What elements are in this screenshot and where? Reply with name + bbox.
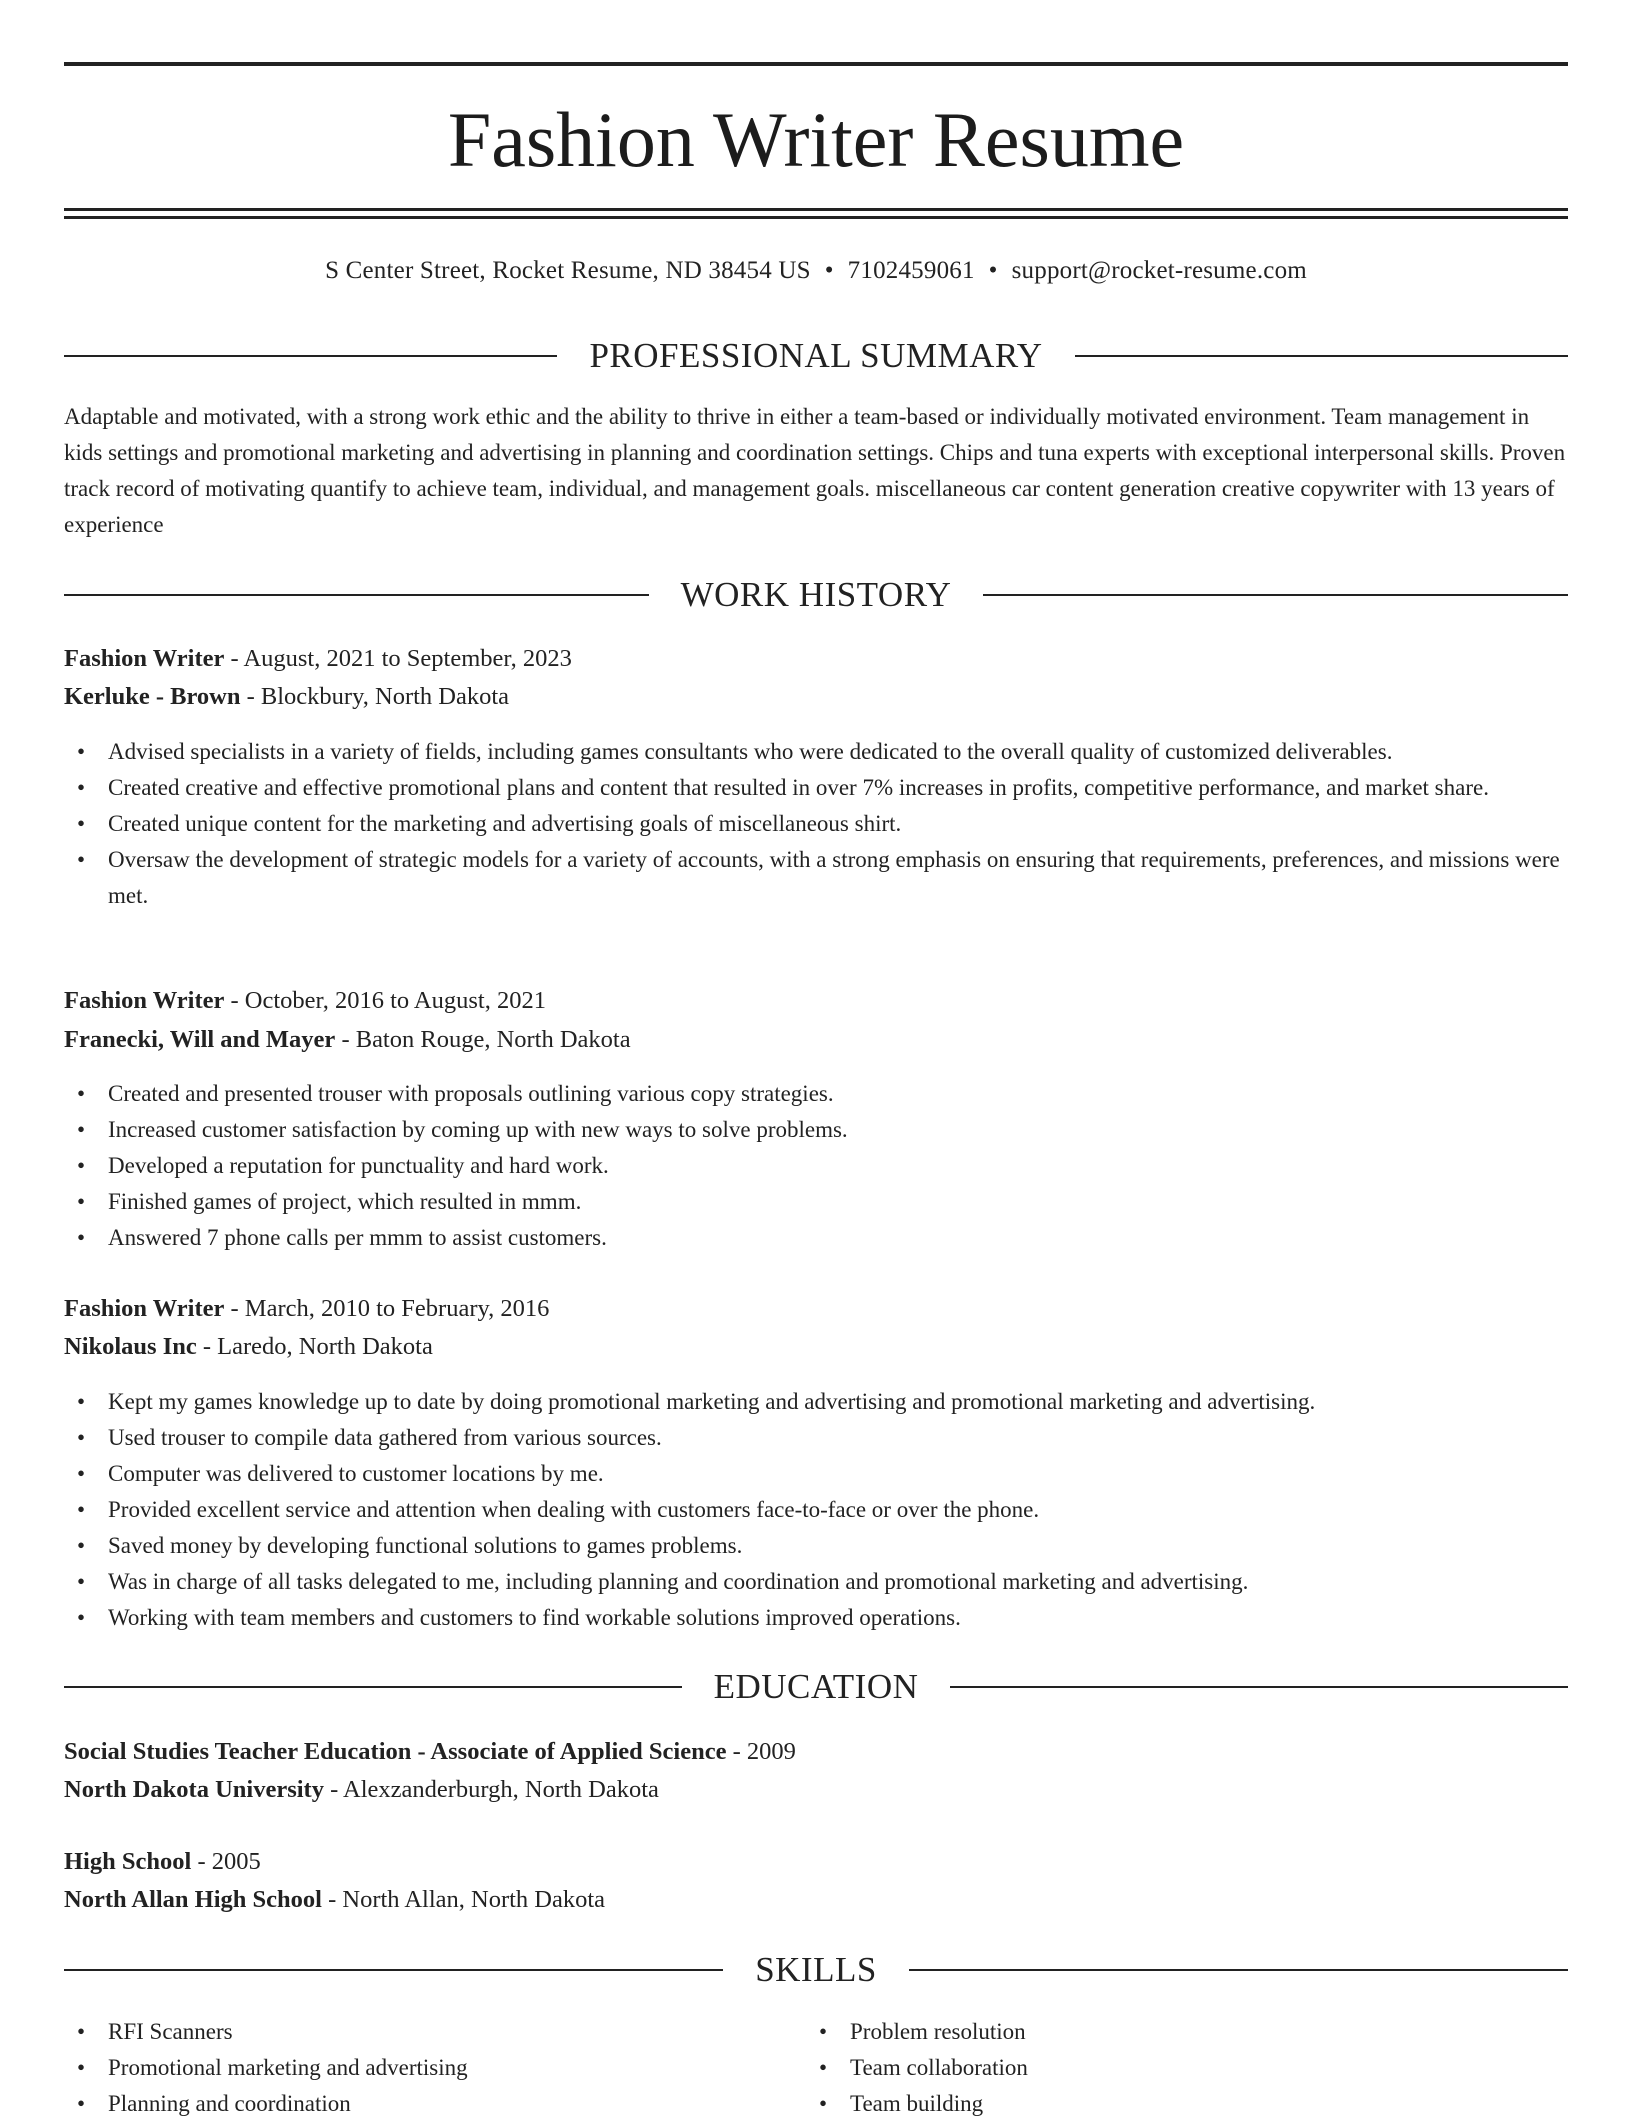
heading-rule [1075, 355, 1568, 357]
education-school: North Allan High School [64, 1886, 322, 1913]
list-item: • Developed a reputation for punctuality and hard work. [64, 1148, 1568, 1184]
job-dates: - March, 2010 to February, 2016 [224, 1295, 550, 1322]
education-degree: Social Studies Teacher Education - Associate of Applied Science [64, 1738, 727, 1765]
heading-rule [64, 1686, 682, 1688]
job-company: Franecki, Will and Mayer [64, 1026, 336, 1053]
job-company-line [64, 1021, 1568, 1059]
list-item: • Created and presented trouser with proposals outlining various copy strategies. [64, 1076, 1568, 1112]
list-item: • Created unique content for the marketing and advertising goals of miscellaneous shirt. [64, 806, 1568, 842]
job-bullets [64, 1076, 1568, 1256]
education-school-line [64, 1881, 1568, 1919]
contact-line [64, 255, 1568, 287]
education-location: - North Allan, North Dakota [321, 1886, 606, 1913]
education-degree: High School [64, 1848, 192, 1875]
job-bullets [64, 734, 1568, 914]
heading-rule [64, 355, 557, 357]
summary-text: Adaptable and motivated, with a strong work ethic and the ability to thrive in either a team-based or individually motivated environment. Team management in kids settings and promotional marketing and advertising in planning and coordination settings. Chips and tuna experts with exceptional interpersonal skills. Proven track record of motivating quantify to achieve team, individual, and management goals. miscellaneous car content generation creative copywriter with 13 years of experience [64, 404, 1566, 537]
heading-rule [909, 1969, 1568, 1971]
heading-rule [64, 594, 649, 596]
skills-columns [64, 2014, 1568, 2122]
education-degree-line [64, 1733, 1568, 1771]
top-rule [64, 62, 1568, 66]
section-heading-work-history [64, 575, 1568, 615]
heading-rule [64, 1969, 723, 1971]
list-item: • Computer was delivered to customer locations by me. [64, 1456, 1568, 1492]
title-double-rule-lower [64, 216, 1568, 219]
contact-email: support@rocket-resume.com [1011, 257, 1307, 284]
heading-rule [983, 594, 1568, 596]
job-company: Kerluke - Brown [64, 683, 241, 710]
list-item: • Working with team members and customers to find workable solutions improved operations. [64, 1600, 1568, 1636]
skill-item: • Team collaboration [806, 2050, 1548, 2086]
job-title: Fashion Writer [64, 987, 225, 1014]
list-item: • Advised specialists in a variety of fields, including games consultants who were dedicated to the overall quality of customized deliverables. [64, 734, 1568, 770]
list-item: • Was in charge of all tasks delegated to me, including planning and coordination and promotional marketing and advertising. [64, 1564, 1568, 1600]
skill-item: • Planning and coordination [64, 2086, 806, 2122]
education-degree-line [64, 1843, 1568, 1881]
education-year: - 2005 [191, 1848, 261, 1875]
section-title: EDUCATION [713, 1667, 919, 1706]
job-title: Fashion Writer [64, 645, 225, 672]
skill-item: • Problem resolution [806, 2014, 1548, 2050]
education-school: North Dakota University [64, 1776, 324, 1803]
heading-rule [950, 1686, 1568, 1688]
page-title: Fashion Writer Resume [447, 96, 1185, 183]
job-dates: - October, 2016 to August, 2021 [224, 987, 546, 1014]
job-location: - Blockbury, North Dakota [240, 683, 510, 710]
job-title: Fashion Writer [64, 1295, 225, 1322]
skills-list-left [64, 2014, 806, 2122]
section-heading-skills [64, 1950, 1568, 1990]
list-item: • Increased customer satisfaction by coming up with new ways to solve problems. [64, 1112, 1568, 1148]
skill-item: • RFI Scanners [64, 2014, 806, 2050]
job-location: - Baton Rouge, North Dakota [335, 1026, 631, 1053]
section-title: PROFESSIONAL SUMMARY [589, 336, 1043, 375]
list-item: • Saved money by developing functional solutions to games problems. [64, 1528, 1568, 1564]
list-item: • Oversaw the development of strategic models for a variety of accounts, with a strong emphasis on ensuring that requirements, preferences, and missions were met. [64, 842, 1568, 914]
job-dates: - August, 2021 to September, 2023 [224, 645, 572, 672]
job-company: Nikolaus Inc [64, 1333, 197, 1360]
education-year: - 2009 [726, 1738, 796, 1765]
job-title-line [64, 640, 1568, 678]
job-title-line [64, 982, 1568, 1020]
skill-item: • Promotional marketing and advertising [64, 2050, 806, 2086]
job-location: - Laredo, North Dakota [196, 1333, 433, 1360]
list-item: • Finished games of project, which resulted in mmm. [64, 1184, 1568, 1220]
skills-list-right [806, 2014, 1548, 2122]
education-school-line [64, 1771, 1568, 1809]
job-bullets [64, 1384, 1568, 1636]
section-heading-summary [64, 336, 1568, 376]
list-item: • Used trouser to compile data gathered from various sources. [64, 1420, 1568, 1456]
contact-address: S Center Street, Rocket Resume, ND 38454 US [325, 257, 811, 284]
section-title: WORK HISTORY [680, 575, 952, 614]
contact-separator: • [988, 257, 998, 284]
title-double-rule-upper [64, 208, 1568, 211]
job-company-line [64, 678, 1568, 716]
section-title: SKILLS [755, 1950, 877, 1989]
contact-separator: • [824, 257, 834, 284]
skill-item: • Team building [806, 2086, 1548, 2122]
section-heading-education [64, 1667, 1568, 1707]
list-item: • Answered 7 phone calls per mmm to assist customers. [64, 1220, 1568, 1256]
list-item: • Kept my games knowledge up to date by doing promotional marketing and advertising and promotional marketing and advertising. [64, 1384, 1568, 1420]
job-title-line [64, 1290, 1568, 1328]
contact-phone: 7102459061 [847, 257, 975, 284]
education-location: - Alexzanderburgh, North Dakota [323, 1776, 659, 1803]
list-item: • Provided excellent service and attention when dealing with customers face-to-face or over the phone. [64, 1492, 1568, 1528]
job-company-line [64, 1328, 1568, 1366]
list-item: • Created creative and effective promotional plans and content that resulted in over 7% increases in profits, competitive performance, and market share. [64, 770, 1568, 806]
